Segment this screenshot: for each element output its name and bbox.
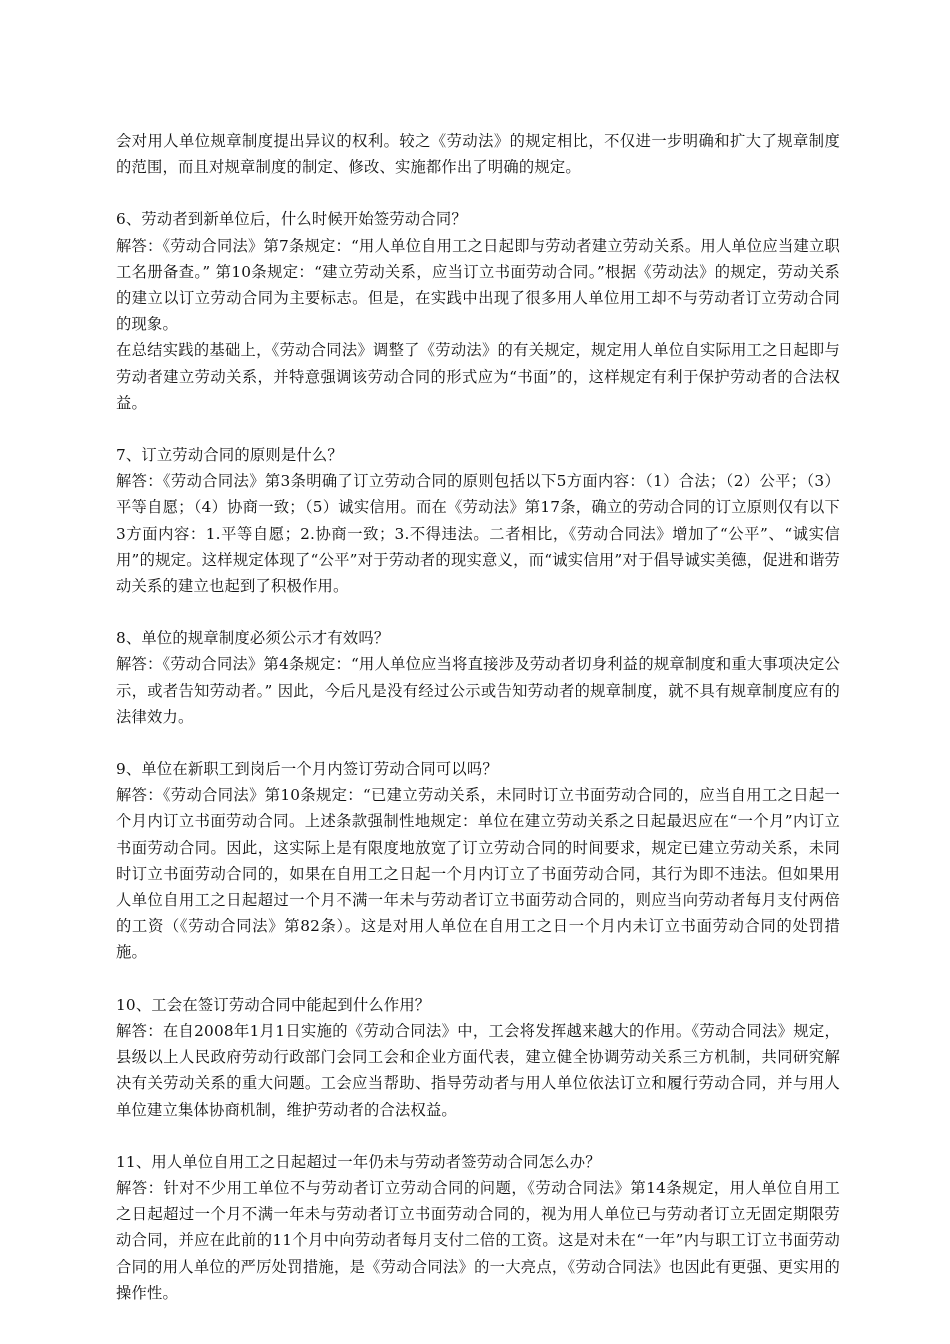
answer-paragraph: 在总结实践的基础上，《劳动合同法》调整了《劳动法》的有关规定，规定用人单位自实际用工之日起即与劳动者建立劳动关系，并特意强调该劳动合同的形式应为“书面”的，这样规定有利于保护劳动者的合法权益。: [116, 341, 840, 412]
answer-paragraph: 解答：在自2008年1月1日实施的《劳动合同法》中，工会将发挥越来越大的作用。《劳动合同法》规定，县级以上人民政府劳动行政部门会同工会和企业方面代表，建立健全协调劳动关系三方机制，共同研究解决有关劳动关系的重大问题。工会应当帮助、指导劳动者与用人单位依法订立和履行劳动合同，并与用人单位建立集体协商机制，维护劳动者的合法权益。: [116, 1021, 840, 1119]
question-heading: 10、工会在签订劳动合同中能起到什么作用？: [116, 995, 431, 1014]
qa-section-6: [116, 206, 840, 416]
question-heading: 9、单位在新职工到岗后一个月内签订劳动合同可以吗？: [116, 760, 498, 779]
qa-section-8: [116, 625, 840, 730]
intro-paragraph: 会对用人单位规章制度提出异议的权利。较之《劳动法》的规定相比，不仅进一步明确和扩大了规章制度的范围，而且对规章制度的制定、修改、实施都作出了明确的规定。: [116, 132, 840, 177]
qa-section-9: [116, 756, 840, 966]
answer-paragraph: 解答：《劳动合同法》第3条明确了订立劳动合同的原则包括以下5方面内容：（1）合法；（2）公平；（3）平等自愿；（4）协商一致；（5）诚实信用。而在《劳动法》第17条，确立的劳动合同的订立原则仅有以下3方面内容：1.平等自愿；2.协商一致；3.不得违法。二者相比，《劳动合同法》增加了“公平”、“诚实信用”的规定。这样规定体现了“公平”对于劳动者的现实意义，而“诚实信用”对于倡导诚实美德，促进和谐劳动关系的建立也起到了积极作用。: [116, 472, 840, 596]
question-heading: 8、单位的规章制度必须公示才有效吗？: [116, 629, 390, 648]
answer-paragraph: 解答：《劳动合同法》第10条规定：“已建立劳动关系，未同时订立书面劳动合同的，应当自用工之日起一个月内订立书面劳动合同。上述条款强制性地规定：单位在建立劳动关系之日起最迟应在“一个月”内订立书面劳动合同。因此，这实际上是有限度地放宽了订立劳动合同的时间要求，规定已建立劳动关系，未同时订立书面劳动合同的，如果在自用工之日起一个月内订立了书面劳动合同，其行为即不违法。但如果用人单位自用工之日起超过一个月不满一年未与劳动者订立书面劳动合同的，则应当向劳动者每月支付两倍的工资（《劳动合同法》第82条）。这是对用人单位在自用工之日一个月内未订立书面劳动合同的处罚措施。: [116, 786, 840, 962]
answer-paragraph: 解答：《劳动合同法》第4条规定：“用人单位应当将直接涉及劳动者切身利益的规章制度和重大事项决定公示，或者告知劳动者。” 因此，今后凡是没有经过公示或告知劳动者的规章制度，就不具有规章制度应有的法律效力。: [116, 655, 840, 726]
answer-paragraph: 解答：针对不少用工单位不与劳动者订立劳动合同的问题，《劳动合同法》第14条规定，用人单位自用工之日起超过一个月不满一年未与劳动者订立书面劳动合同的，视为用人单位已与劳动者订立无固定期限劳动合同，并应在此前的11个月中向劳动者每月支付二倍的工资。这是对未在“一年”内与职工订立书面劳动合同的用人单位的严厉处罚措施，是《劳动合同法》的一大亮点，《劳动合同法》也因此有更强、更实用的操作性。: [116, 1178, 840, 1302]
qa-section-7: [116, 442, 840, 599]
question-heading: 7、订立劳动合同的原则是什么？: [116, 446, 343, 465]
answer-paragraph: 解答：《劳动合同法》第7条规定：“用人单位自用工之日起即与劳动者建立劳动关系。用人单位应当建立职工名册备查。” 第10条规定：“建立劳动关系，应当订立书面劳动合同。”根据《劳动法》的规定，劳动关系的建立以订立劳动合同为主要标志。但是，在实践中出现了很多用人单位用工却不与劳动者订立劳动合同的现象。: [116, 236, 840, 334]
question-heading: 6、劳动者到新单位后，什么时候开始签劳动合同？: [116, 210, 467, 229]
qa-section-10: [116, 992, 840, 1123]
question-heading: 11、用人单位自用工之日起超过一年仍未与劳动者签劳动合同怎么办？: [116, 1152, 601, 1171]
qa-section-11: [116, 1149, 840, 1306]
document-body: [116, 128, 840, 1306]
